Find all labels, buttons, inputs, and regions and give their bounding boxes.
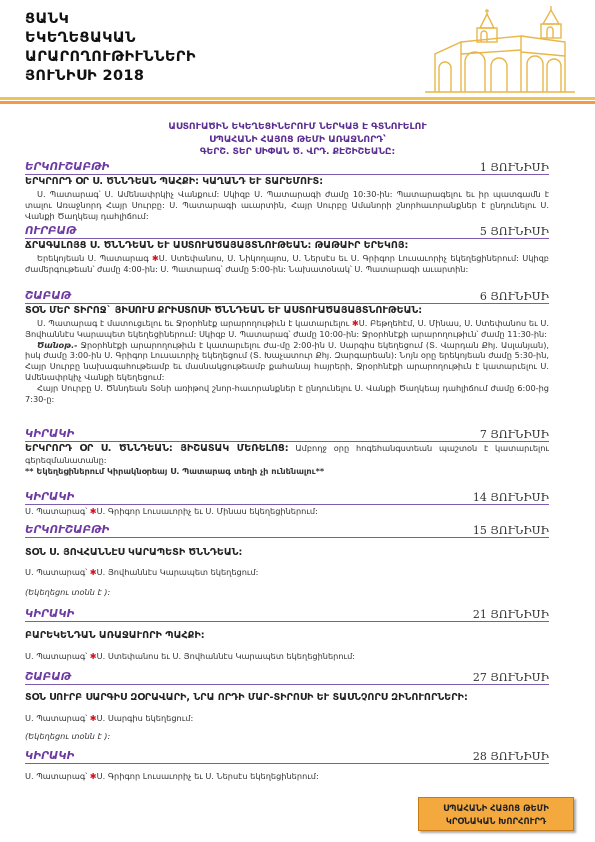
service-text-7 (25, 443, 549, 476)
day-header-1 (25, 161, 549, 175)
service-paragraph: Ս. Պատարագ՝ ✱Ս. Գրիգոր Լուսաւորիչ եւ Ս. Ներսէս եկեղեցիներում: (25, 771, 319, 781)
badge-line-2: ԿՐՕՆԱԿԱՆ ԽՈՐՀՈՒՐԴ (445, 816, 547, 826)
day-date: 1 ՅՈՒՆԻՍԻ (479, 161, 549, 174)
title-line-4: ՅՈՒՆԻՍԻ 2018 (25, 68, 145, 84)
intro-line-2: ՍՊԱՀԱՆԻ ՀԱՅՈՑ ԹԵՄԻ ԱՌԱՋՆՈՐԴ՝ (209, 133, 386, 145)
page-title-block (25, 10, 355, 86)
day-date: 14 ՅՈՒՆԻՍԻ (472, 491, 549, 504)
reception-paragraph: Հայր Սուրբը Ս. Ծննդեան Տօնի առիթով շնոր-հաւորանքներ է ընդունելու Ս. Վանքի Ծաղկեայ դահլիճում ժամը 6:00-ից 7:30-ը: (25, 382, 549, 404)
day-header-28 (25, 750, 549, 764)
day-date: 15 ՅՈՒՆԻՍԻ (472, 524, 549, 537)
day-date: 7 ՅՈՒՆԻՍԻ (479, 428, 549, 441)
feast-title-15: ՏՕՆ Ս. ՅՈՎՀԱՆՆԷՍ ԿԱՐԱՊԵՏԻ ԾՆՆԴԵԱՆ: (25, 547, 243, 558)
title-line-1: ՑԱՆԿ (25, 11, 70, 27)
star-marker-icon: ✱ (89, 651, 97, 661)
day-header-6 (25, 290, 549, 304)
note-paragraph (25, 340, 549, 383)
day-header-27 (25, 671, 549, 685)
service-text-5 (25, 253, 549, 275)
feast-note-27: (Եկեղեցու տօնն է ): (25, 731, 111, 741)
star-marker-icon: ✱ (151, 253, 159, 263)
feast-title-1: ԵՐԿՐՈՐԴ ՕՐ Ս. ԾՆՆԴԵԱՆ ՊԱՀՔԻ: ԿԱՂԱՆԴ ԵՒ ՏԱՐԵՄՈՒՏ: (25, 176, 324, 187)
star-marker-icon: ✱ (351, 318, 359, 328)
day-weekday: ԿԻՐԱԿԻ (25, 491, 75, 503)
service-paragraph: Ս. Պատարագ՝ Ս. Ամենափրկիչ Վանքում: Սկիզբ Ս. Պատարագի ժամը 10:30-ին: Պատարագելու եւ իր պատգամն է տալու Առաջնորդ Հայր Սուրբը: Ս. Պատարագի աւարտին, Հայր Սուրբը Ամանորի շնորհաւորանքներ է ընդունելու Ս. Վանքի Ծաղկեայ դահլիճում: (25, 189, 549, 221)
service-text-1 (25, 189, 549, 221)
day-date: 6 ՅՈՒՆԻՍԻ (479, 290, 549, 303)
service-text-27 (25, 713, 549, 724)
star-marker-icon: ✱ (89, 506, 97, 516)
feast-note-15: (Եկեղեցու տօնն է ): (25, 587, 111, 597)
feast-title-21: ԲԱՐԵԿԵՆԴԱՆ ԱՌԱՋԱՒՈՐԻ ՊԱՀՔԻ: (25, 630, 205, 641)
service-paragraph: Ս. Պատարագ՝ ✱Ս. Գրիգոր Լուսաւորիչ եւ Ս. Մինաս եկեղեցիներում: (25, 506, 318, 516)
service-paragraph: Ս. Պատարագ՝ ✱Ս. Ստեփանոս եւ Ս. Յովհաննէս Կարապետ եկեղեցիներում: (25, 651, 356, 661)
header-divider-gold (0, 97, 595, 100)
day-weekday: ԿԻՐԱԿԻ (25, 750, 75, 762)
service-text-15 (25, 567, 549, 578)
church-illustration (425, 6, 575, 94)
feast-and-service (25, 443, 549, 466)
day-date: 27 ՅՈՒՆԻՍԻ (472, 671, 549, 684)
title-line-3: ԱՐԱՐՈՂՈՒԹԻՒՆՆԵՐԻ (25, 49, 196, 65)
service-notice: ** Եկեղեցիներում Կիրակնօրեայ Ս. Պատարագ տեղի չի ունենալու** (25, 465, 325, 476)
service-paragraph: Երեկոյեան Ս. Պատարագ ✱Ս. Ստեփանոս, Ս. Նիկողայոս, Ս. Ներսէս եւ Ս. Գրիգոր Լուսաւորիչ եկեղեցիներում: Սկիզբ ժամերգութեան՝ ժամը 4:00-ին: Ս. Պատարագ՝ ժամը 5:00-ին: Նախատօնակ՝ Ս. Պատարագի աւարտին: (25, 253, 549, 274)
day-date: 21 ՅՈՒՆԻՍԻ (472, 608, 549, 621)
day-weekday: ԵՐԿՈՒՇԱԲԹԻ (25, 161, 110, 173)
day-header-15 (25, 524, 549, 538)
note-text: Ջրօրհնէքի արարողութիւն է կատարւելու ժա-մը 2:00-ին Ս. Սարգիս եկեղեցում (Տ. Վարդան Քհյ. Ասլանյան), իսկ ժամը 3:00-ին Ս. Գրիգոր Լուսաւորիչ եկեղեցում (Տ. Խաչատուր Քհյ. Զարգարեան): Նոյն օրը երեկոյեան ժամը 5:30-ին, Հայր Սուրբը նախագահութեամբ եւ մասնակցութեամբ քահանայ հայրերի, Ջրօրհնէքի արարողութիւն է կատարւելու Ս. Ամենափրկիչ Վանքի եկեղեցում: (25, 339, 549, 382)
service-text: Ամբողջ օրը հոգեհանգստեան պաշտօն է կատարւելու գերեզմանատանը: (25, 443, 549, 465)
service-text-28 (25, 771, 549, 782)
feast-title-7: ԵՐԿՐՈՐԴ ՕՐ Ս. ԾՆՆԴԵԱՆ: ՅԻՇԱՏԱԿ ՄԵՌԵԼՈՑ: (25, 443, 289, 454)
star-marker-icon: ✱ (89, 713, 97, 723)
title-line-2: ԵԿԵՂԵՑԱԿԱՆ (25, 30, 136, 46)
day-date: 28 ՅՈՒՆԻՍԻ (472, 750, 549, 763)
day-weekday: ԵՐԿՈՒՇԱԲԹԻ (25, 524, 110, 536)
intro-line-1: ԱՍՏՈՒԱԾԻՆ ԵԿԵՂԵՑԻՆԵՐՈՒՄ ՆԵՐԿԱՅ Է ԳՏՆՈՒԵԼՈՒ (168, 121, 427, 132)
day-weekday: ԿԻՐԱԿԻ (25, 608, 75, 620)
service-paragraph: Ս. Պատարագ է մատուցւելու եւ Ջրօրհնէք արարողութիւն է կատարւելու ✱Ս. Բեթղեհէմ, Ս. Մինաս, Ս. Ստեփանոս եւ Ս. Յովհաննէս Կարապետ եկեղեցիներում: Սկիզբ Ս. Պատարագ՝ ժամը 10:00-ին: Ջրօրհնէքի արարողութիւն՝ ժամը 11:30-ին: (25, 318, 549, 339)
day-date: 5 ՅՈՒՆԻՍԻ (479, 225, 549, 238)
day-weekday: ԿԻՐԱԿԻ (25, 428, 75, 440)
feast-title-27: ՏՕՆ ՍՈՒՐԲ ՍԱՐԳԻՍ ԶՕՐԱՎԱՐԻ, ՆՐԱ ՈՐԴԻ ՄԱՐ-ՏԻՐՈՍԻ ԵՒ ՏԱՍՆՉՈՐՍ ԶԻՆՈՒՈՐՆԵՐԻ: (25, 692, 468, 703)
day-header-14 (25, 491, 549, 505)
star-marker-icon: ✱ (89, 771, 97, 781)
service-paragraph: Ս. Պատարագ՝ ✱Ս. Յովհաննէս Կարապետ եկեղեցում: (25, 567, 259, 577)
service-text-6 (25, 318, 549, 404)
day-header-7 (25, 428, 549, 442)
note-label: Ծանօթ.- (37, 339, 78, 350)
service-text-21 (25, 651, 549, 662)
day-weekday: ՇԱԲԱԹ (25, 671, 72, 683)
service-paragraph: Ս. Պատարագ՝ ✱Ս. Սարգիս եկեղեցում: (25, 713, 194, 723)
star-marker-icon: ✱ (89, 567, 97, 577)
header-divider-orange (0, 101, 595, 104)
feast-title-6: ՏՕՆ ՄԵՐ ՏԻՐՈՋ` ՅԻՍՈՒՍ ՔՐԻՍՏՈՍԻ ԾՆՆԴԵԱՆ ԵՒ ԱՍՏՈՒԱԾԱՅԱՅՏՆՈՒԹԵԱՆ: (25, 305, 423, 316)
intro-announcement (40, 121, 555, 159)
intro-line-3: ԳԵՐՇ. ՏԵՐ ՍԻՓԱՆ Ծ. ՎՐԴ. ՔԷՇԻՇԵԱՆԸ: (199, 146, 396, 157)
council-badge (418, 797, 574, 831)
day-weekday: ՈՒՐԲԱԹ (25, 225, 77, 237)
badge-line-1: ՍՊԱՀԱՆԻ ՀԱՅՈՑ ԹԵՄԻ (443, 803, 549, 813)
day-header-21 (25, 608, 549, 622)
day-header-5 (25, 225, 549, 239)
feast-title-5: ՃՐԱԳԱԼՈՅՑ Ս. ԾՆՆԴԵԱՆ ԵՒ ԱՍՏՈՒԱԾԱՅԱՅՏՆՈՒԹԵԱՆ: ԹԱԹԱԻՐ ԵՐԵԿՈՅ: (25, 240, 409, 251)
day-weekday: ՇԱԲԱԹ (25, 290, 72, 302)
service-text-14 (25, 506, 549, 517)
